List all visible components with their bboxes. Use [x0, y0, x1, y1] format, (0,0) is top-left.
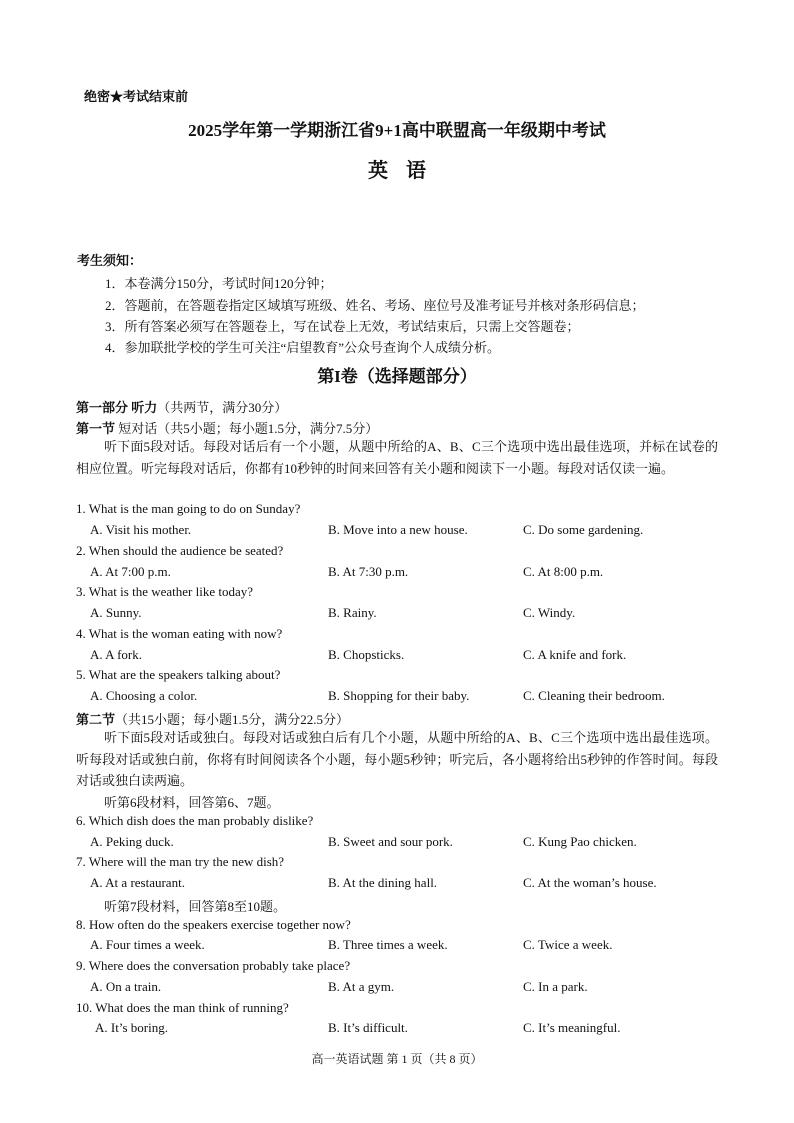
notice-heading: 考生须知：	[77, 253, 143, 268]
option-b: B. Move into a new house.	[328, 522, 468, 537]
exam-title: 2025学年第一学期浙江省9+1高中联盟高一年级期中考试	[188, 121, 606, 140]
question: 1. What is the man going to do on Sunday?	[76, 501, 301, 516]
option-b: B. It’s difficult.	[328, 1020, 408, 1035]
part1-info: （共两节，满分30分）	[157, 400, 288, 415]
section2-info: （共15小题；每小题1.5分，满分22.5分）	[115, 712, 350, 727]
option-a: A. Peking duck.	[90, 834, 174, 849]
question: 8. How often do the speakers exercise together now?	[76, 917, 351, 932]
section2-directions: 听下面5段对话或独白。每段对话或独白后有几个小题，从题中所给的A、B、C三个选项中选出最佳选项。听每段对话或独白前，你将有时间阅读各个小题，每小题5秒钟；听完后，各小题将给出5秒钟的作答时间。每段对话或独白读两遍。	[76, 730, 718, 788]
option-b: B. At a gym.	[328, 979, 395, 994]
question: 3. What is the weather like today?	[76, 584, 254, 599]
subject-title: 英语	[368, 160, 444, 182]
option-a: A. At a restaurant.	[90, 875, 185, 890]
section1-label: 第一节	[76, 421, 116, 436]
question: 5. What are the speakers talking about?	[76, 667, 281, 682]
option-b: B. At the dining hall.	[328, 875, 438, 890]
option-a: A. Sunny.	[90, 605, 142, 620]
notice-item: 3．所有答案必须写在答题卷上，写在试卷上无效，考试结束后，只需上交答题卷；	[105, 319, 580, 334]
option-b: B. Rainy.	[328, 605, 377, 620]
section2-label: 第二节	[76, 712, 116, 727]
option-a: A. Choosing a color.	[90, 688, 198, 703]
material-instruction: 听第7段材料，回答第8至10题。	[104, 899, 287, 914]
option-a: A. At 7:00 p.m.	[90, 564, 171, 579]
option-a: A. It’s boring.	[95, 1020, 168, 1035]
secret-label: 绝密★考试结束前	[84, 89, 189, 104]
question: 9. Where does the conversation probably take place?	[76, 958, 351, 973]
part-title: 第I卷（选择题部分）	[317, 367, 477, 386]
section1-info: 短对话（共5小题；每小题1.5分，满分7.5分）	[115, 421, 379, 436]
option-c: C. In a park.	[523, 979, 588, 994]
option-c: C. Do some gardening.	[523, 522, 644, 537]
option-c: C. Windy.	[523, 605, 576, 620]
option-c: C. Cleaning their bedroom.	[523, 688, 665, 703]
question: 7. Where will the man try the new dish?	[76, 854, 285, 869]
question: 4. What is the woman eating with now?	[76, 626, 283, 641]
option-b: B. Sweet and sour pork.	[328, 834, 453, 849]
option-a: A. On a train.	[90, 979, 162, 994]
option-a: A. Visit his mother.	[90, 522, 192, 537]
notice-item: 2．答题前，在答题卷指定区域填写班级、姓名、考场、座位号及准考证号并核对条形码信息；	[105, 298, 645, 313]
option-c: C. Twice a week.	[523, 937, 613, 952]
option-b: B. Shopping for their baby.	[328, 688, 470, 703]
option-b: B. Three times a week.	[328, 937, 448, 952]
option-b: B. At 7:30 p.m.	[328, 564, 409, 579]
question: 10. What does the man think of running?	[76, 1000, 289, 1015]
section1-directions: 听下面5段对话。每段对话后有一个小题，从题中所给的A、B、C三个选项中选出最佳选项，并标在试卷的相应位置。听完每段对话后，你都有10秒钟的时间来回答有关小题和阅读下一小题。每段对话仅读一遍。	[76, 439, 718, 476]
option-c: C. A knife and fork.	[523, 647, 627, 662]
section2-heading	[76, 709, 349, 728]
part1-label: 第一部分 听力	[76, 400, 158, 415]
option-c: C. Kung Pao chicken.	[523, 834, 637, 849]
notice-item: 4．参加联批学校的学生可关注“启望教育”公众号查询个人成绩分析。	[105, 340, 501, 355]
question: 2. When should the audience be seated?	[76, 543, 284, 558]
question: 6. Which dish does the man probably dislike?	[76, 813, 314, 828]
page-footer: 高一英语试题 第 1 页（共 8 页）	[311, 1052, 483, 1066]
section1-heading	[76, 418, 378, 437]
material-instruction: 听第6段材料，回答第6、7题。	[104, 795, 280, 810]
notice-item: 1．本卷满分150分，考试时间120分钟；	[105, 276, 333, 291]
option-b: B. Chopsticks.	[328, 647, 405, 662]
part1-heading	[76, 397, 287, 416]
option-a: A. A fork.	[90, 647, 142, 662]
option-c: C. At 8:00 p.m.	[523, 564, 604, 579]
option-c: C. It’s meaningful.	[523, 1020, 621, 1035]
option-c: C. At the woman’s house.	[523, 875, 657, 890]
option-a: A. Four times a week.	[90, 937, 205, 952]
